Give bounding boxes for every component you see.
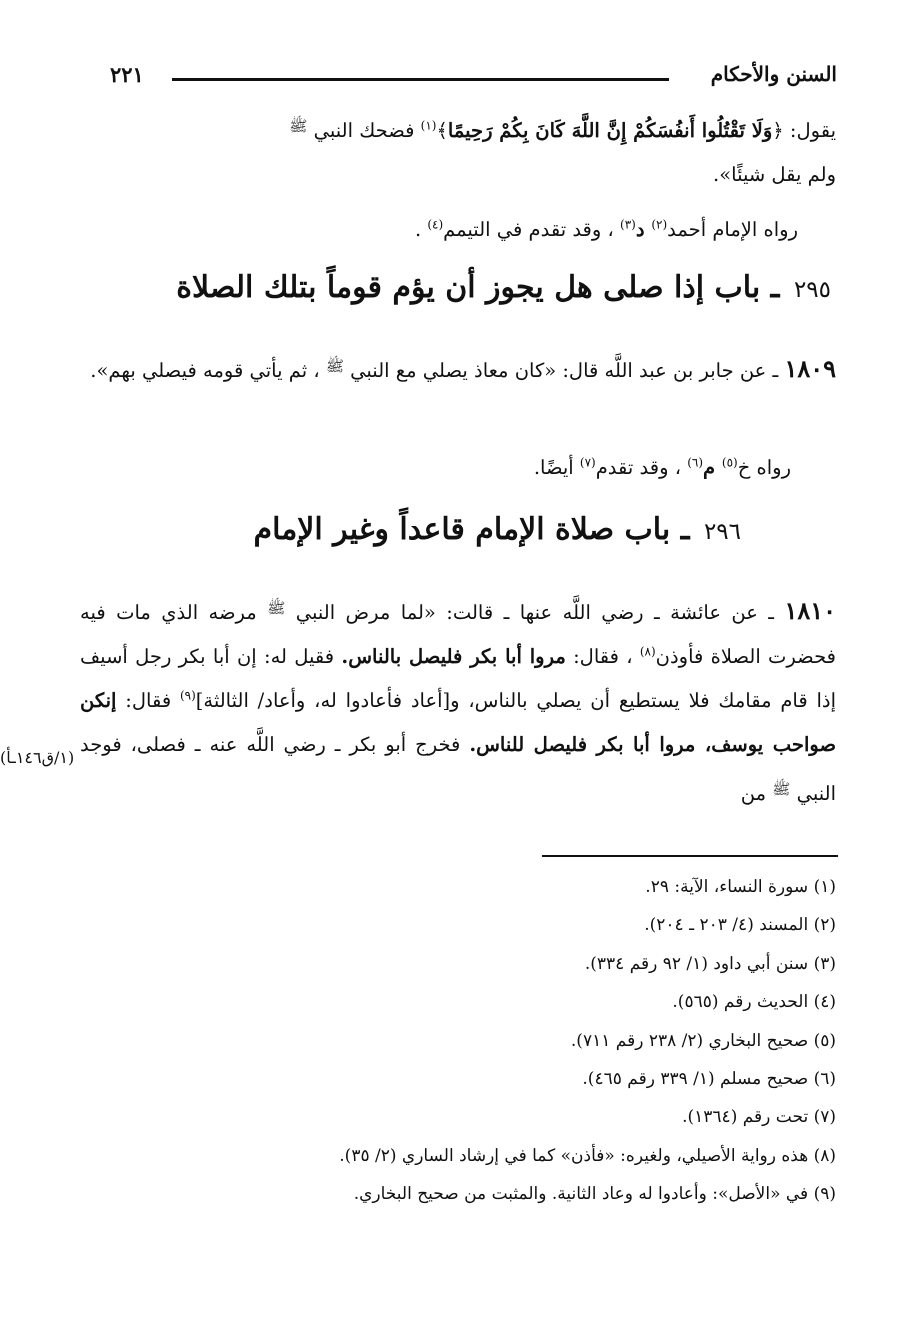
bold-quote: إنكن صواحب يوسف، مروا أبا بكر فليصل للناس.	[80, 689, 836, 756]
running-header	[110, 58, 837, 98]
hadith-number: ١٨١٠	[784, 596, 836, 625]
intro-source: رواه الإمام أحمد$^{(٢)}$ د$^{(٣)}$ ، وقد تقدم في التيمم$^{(٤)}$ .	[414, 217, 798, 241]
footnote-ref: (٨)	[639, 644, 656, 659]
intro-paragraph: يقول: ﴿وَلَا تَقْتُلُوا أَنفُسَكُمْ إِنَّ اللَّهَ كَانَ بِكُمْ رَحِيمًا﴾$^{(١)}$ فضحك النبي $^ﷺ$ ولم يقل شيئًا».	[289, 117, 836, 186]
chapter-number: ٢٩٦	[703, 519, 741, 545]
footnote: (٣) سنن أبي داود (١/ ٩٢ رقم ٣٣٤).	[584, 953, 836, 974]
salla-glyph: ﷺ	[772, 780, 791, 798]
quran-verse: وَلَا تَقْتُلُوا أَنفُسَكُمْ إِنَّ اللَّهَ كَانَ بِكُمْ رَحِيمًا	[447, 119, 773, 142]
chapter-number: ٢٩٥	[793, 277, 831, 303]
book-title: السنن والأحكام	[710, 62, 837, 86]
footnote: (٩) في «الأصل»: وأعادوا له وعاد الثانية. والمثبت من صحيح البخاري.	[353, 1184, 836, 1205]
hadith-1809-source: رواه خ$^{(٥)}$ م$^{(٦)}$ ، وقد تقدم$^{(٧)}$ أيضًا.	[533, 455, 791, 479]
footnote: (٧) تحت رقم (١٣٦٤).	[682, 1107, 836, 1128]
footnote: (٦) صحيح مسلم (١/ ٣٣٩ رقم ٤٦٥).	[582, 1068, 836, 1089]
manuscript-margin-note: (١/ق١٤٦ـأ)	[0, 748, 75, 767]
hadith-number: ١٨٠٩	[784, 354, 836, 383]
footnote: (٢) المسند (٤/ ٢٠٣ ـ ٢٠٤).	[644, 915, 836, 936]
footnote: (٥) صحيح البخاري (٢/ ٢٣٨ رقم ٧١١).	[570, 1030, 836, 1051]
footnote: (١) سورة النساء، الآية: ٢٩.	[645, 877, 836, 897]
salla-glyph: ﷺ	[325, 357, 344, 375]
footnote: (٤) الحديث رقم (٥٦٥).	[672, 992, 836, 1013]
page-number: ٢٢١	[110, 62, 144, 87]
chapter-heading-296	[101, 512, 741, 547]
header-rule	[172, 78, 669, 81]
chapter-title: ـ باب صلاة الإمام قاعداً وغير الإمام	[253, 512, 690, 547]
chapter-title: ـ باب إذا صلى هل يجوز أن يؤم قوماً بتلك الصلاة	[176, 270, 780, 305]
hadith-1810: ١٨١٠ ـ عن عائشة ـ رضي اللَّه عنها ـ قالت: «لما مرض النبي $^ﷺ$ مرضه الذي مات فيه فحضرت الصلاة فأوذن$^{(٨)}$ ، فقال: مروا أبا بكر فليصل بالناس. فقيل له: إن أبا بكر رجل أسيف إذا قام مقامك فلا يستطيع أن يصلي بالناس، و[أعاد فأعادوا له، وأعاد/ الثالثة]$^{(٩)}$ فقال: إنكن صواحب يوسف، مروا أبا بكر فليصل للناس. فخرج أبو بكر ـ رضي اللَّه عنه ـ فصلى، فوجد النبي $^ﷺ$ من	[80, 596, 836, 805]
footnote: (٨) هذه رواية الأصيلي، ولغيره: «فأذن» كما في إرشاد الساري (٢/ ٣٥).	[339, 1145, 836, 1166]
chapter-heading-295	[101, 270, 831, 305]
footnote-ref: (٩)	[179, 688, 196, 703]
footnote-separator	[542, 855, 838, 857]
hadith-1809: ١٨٠٩ ـ عن جابر بن عبد اللَّه قال: «كان معاذ يصلي مع النبي $^ﷺ$ ، ثم يأتي قومه فيصلي بهم».	[90, 354, 836, 383]
salla-glyph: ﷺ	[289, 117, 308, 135]
footnote-ref: (١)	[420, 118, 437, 133]
footnotes	[136, 868, 836, 1214]
salla-glyph: ﷺ	[267, 599, 286, 617]
bold-quote: مروا أبا بكر فليصل بالناس.	[341, 645, 566, 668]
